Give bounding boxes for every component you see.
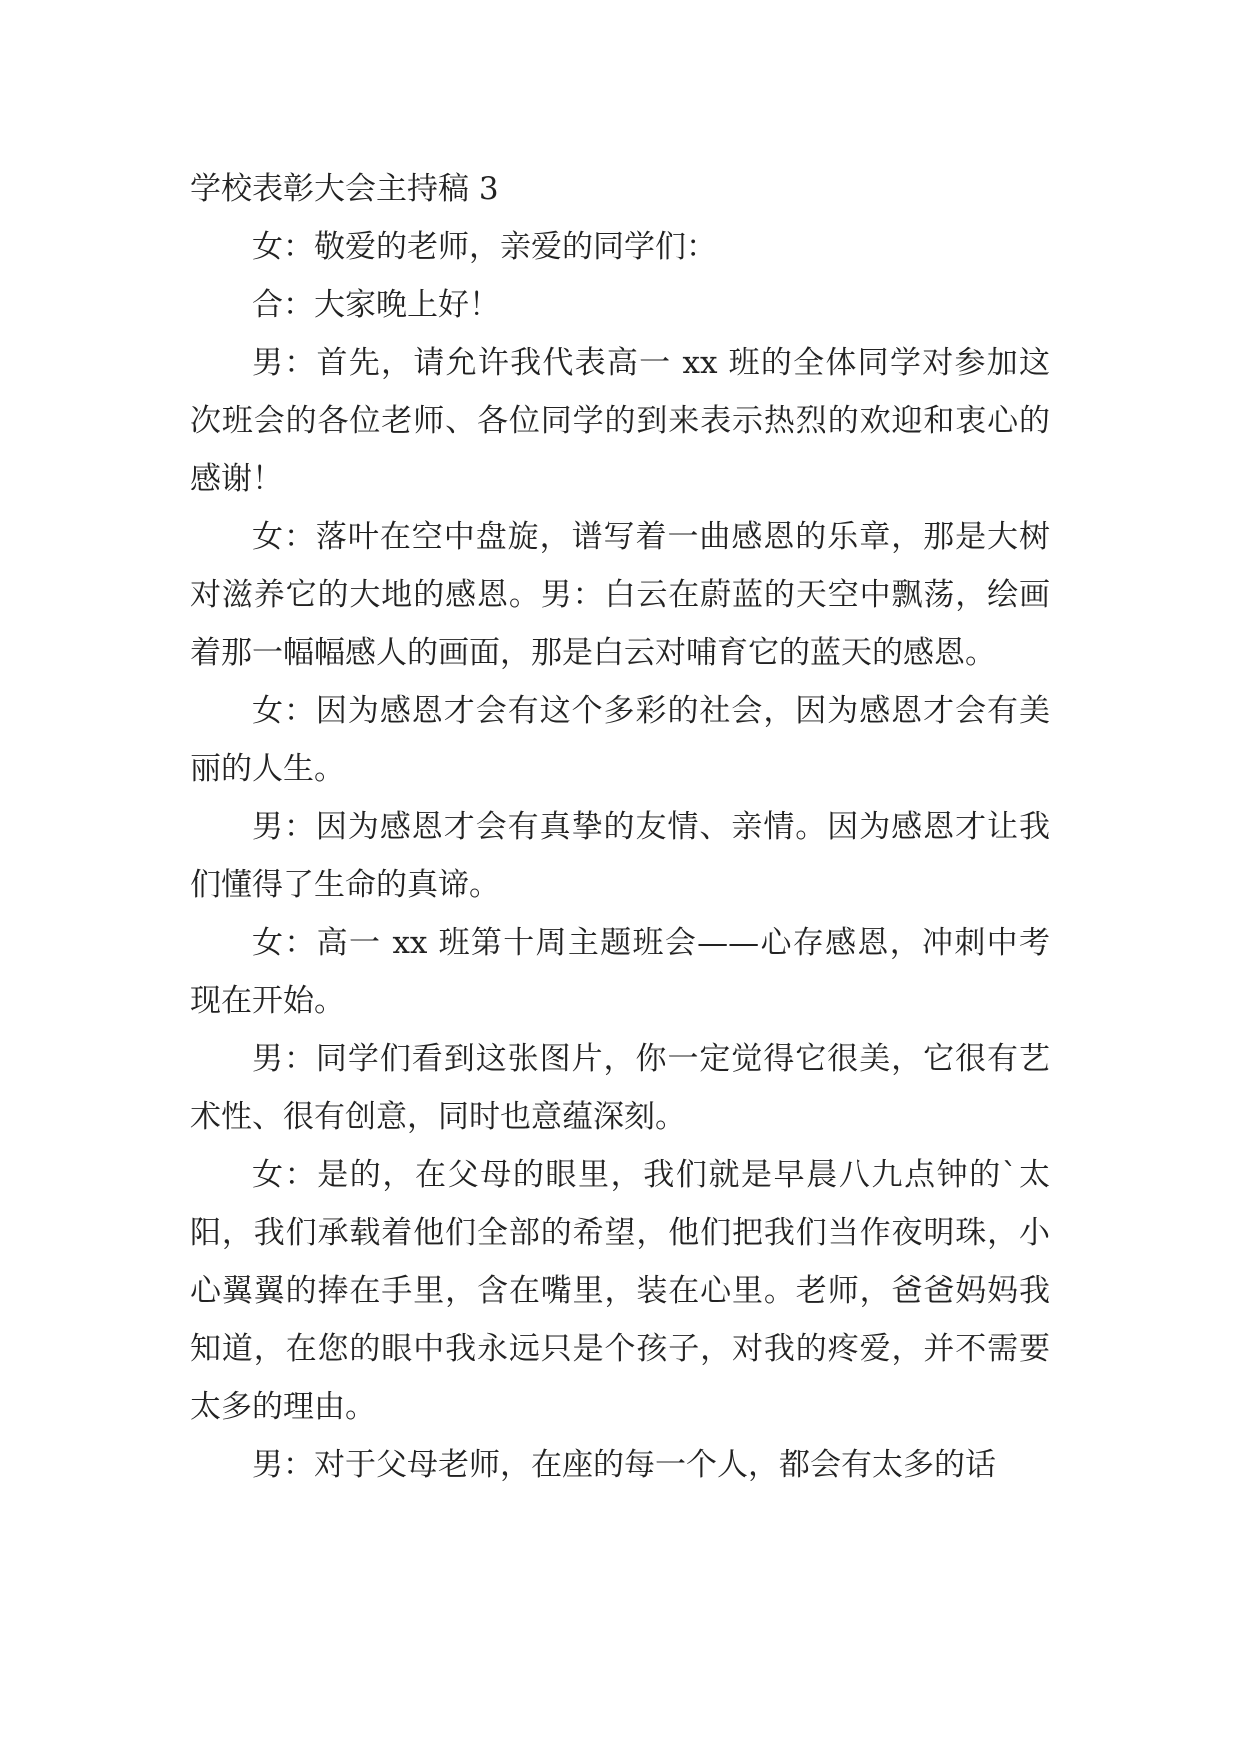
paragraph: 男：首先，请允许我代表高一 xx 班的全体同学对参加这次班会的各位老师、各位同学的到来表示热烈的欢迎和衷心的感谢！	[190, 345, 1050, 497]
paragraph: 男：因为感恩才会有真挚的友情、亲情。因为感恩才让我们懂得了生命的真谛。	[190, 809, 1050, 903]
paragraph: 男：对于父母老师，在座的每一个人，都会有太多的话	[252, 1447, 996, 1483]
paragraph: 女：落叶在空中盘旋，谱写着一曲感恩的乐章，那是大树对滋养它的大地的感恩。男：白云在蔚蓝的天空中飘荡，绘画着那一幅幅感人的画面，那是白云对哺育它的蓝天的感恩。	[190, 519, 1050, 671]
document-body	[190, 160, 1050, 1494]
document-title: 学校表彰大会主持稿 3	[190, 171, 499, 207]
paragraph: 女：因为感恩才会有这个多彩的社会，因为感恩才会有美丽的人生。	[190, 693, 1050, 787]
paragraph: 女：是的，在父母的眼里，我们就是早晨八九点钟的`太阳，我们承载着他们全部的希望，他们把我们当作夜明珠，小心翼翼的捧在手里，含在嘴里，装在心里。老师，爸爸妈妈我知道，在您的眼中我永远只是个孩子，对我的疼爱，并不需要太多的理由。	[190, 1157, 1050, 1425]
paragraph: 女：高一 xx 班第十周主题班会——心存感恩，冲刺中考现在开始。	[190, 925, 1050, 1019]
paragraph: 男：同学们看到这张图片，你一定觉得它很美，它很有艺术性、很有创意，同时也意蕴深刻。	[190, 1041, 1050, 1135]
paragraph: 女：敬爱的老师，亲爱的同学们：	[252, 229, 717, 265]
paragraph: 合：大家晚上好！	[252, 287, 500, 323]
